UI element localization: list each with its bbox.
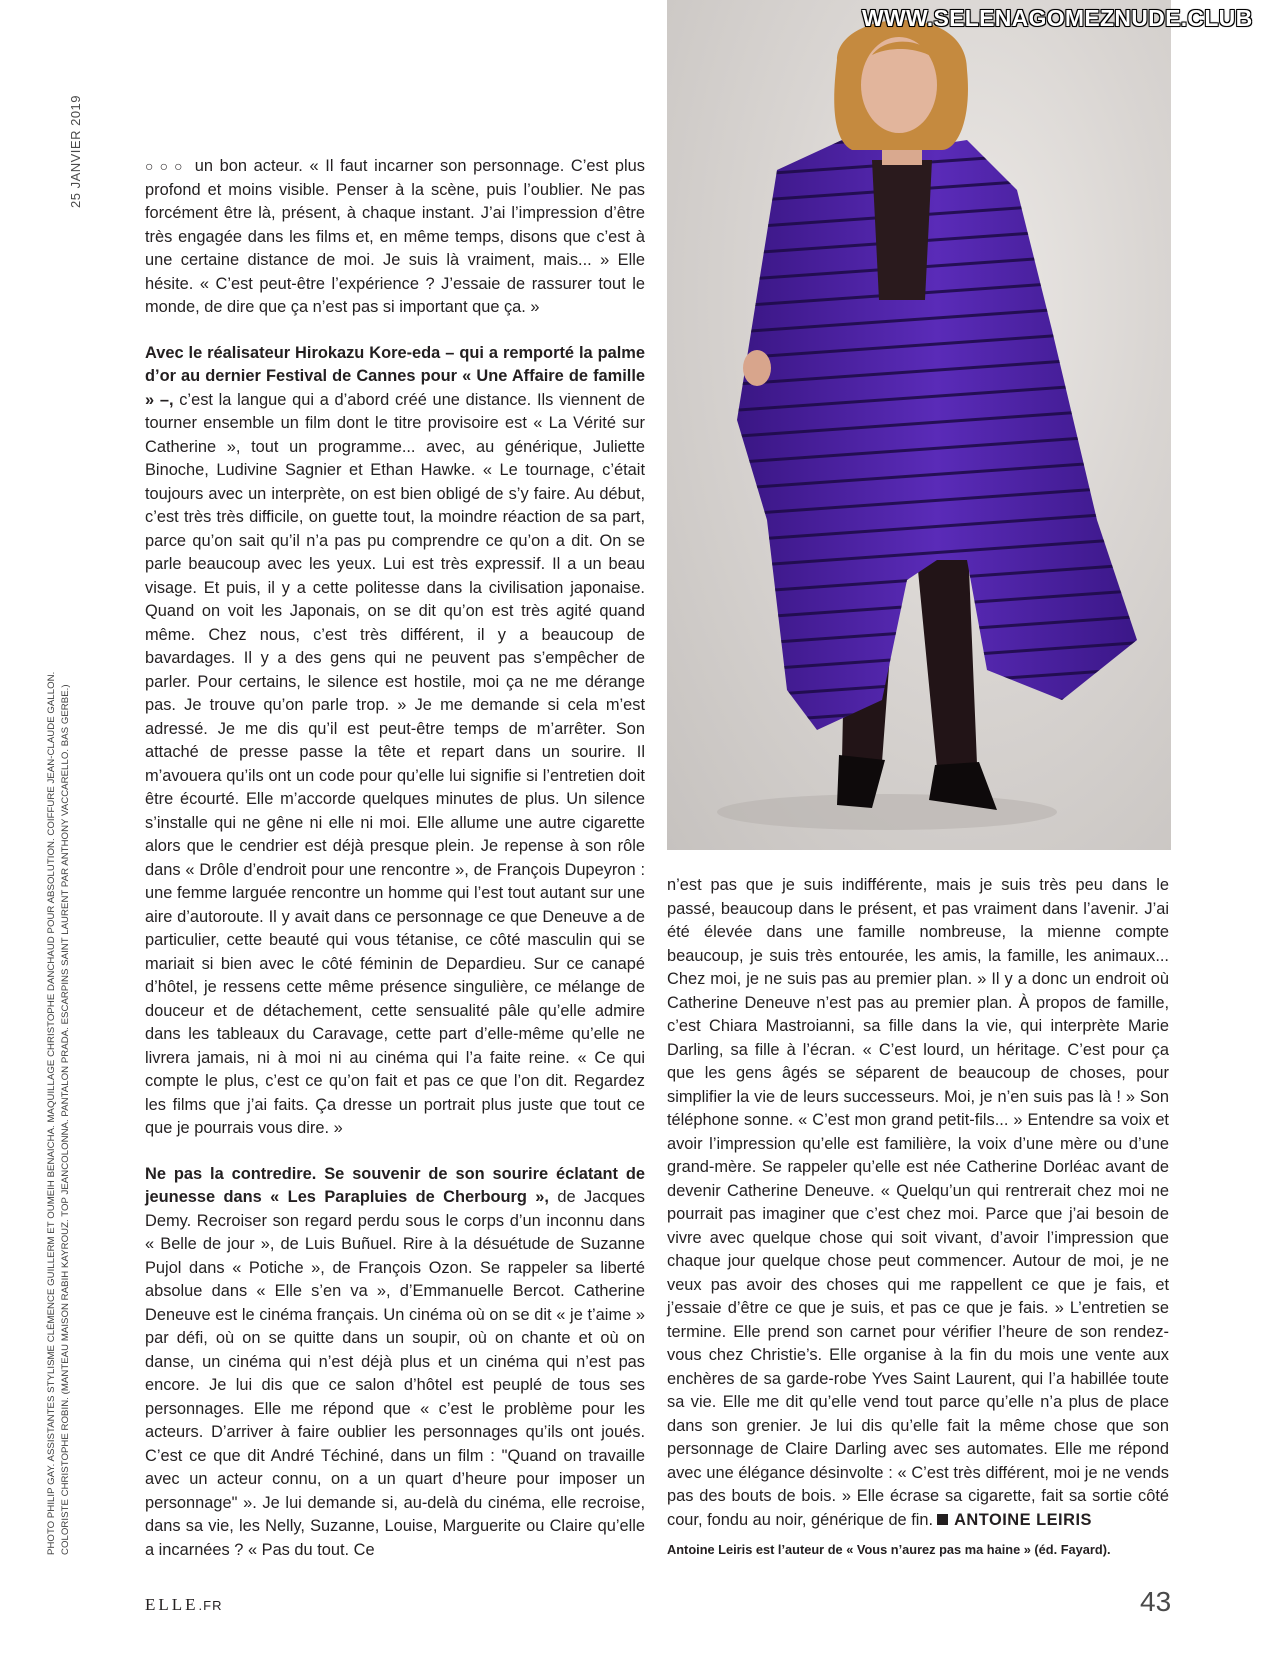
article-right-column xyxy=(667,874,1169,1562)
photo-credits xyxy=(46,665,86,1555)
issue-date-text: 25 JANVIER 2019 xyxy=(68,94,83,208)
page-number: 43 xyxy=(1140,1586,1172,1617)
bullets-icon: ○○○ xyxy=(145,158,189,174)
credits-line-2: COLORISTE CHRISTOPHE ROBIN. (MANTEAU MAISON RABIH KAYROUZ. TOP JEANCOLONNA. PANTALON PRADA. ESCARPINS SAINT LAURENT PAR ANTHONY VACCARELLO. BAS GERBE.) xyxy=(60,684,71,1555)
footer-logo xyxy=(145,1595,223,1615)
paragraph-lead: Avec le réalisateur Hirokazu Kore-eda – qui a remporté la palme d’or au dernier Festival de Cannes pour « Une Affaire de famille » –, xyxy=(145,343,645,409)
author-name: ANTOINE LEIRIS xyxy=(954,1510,1092,1529)
issue-date xyxy=(68,94,90,208)
credits-line-1: PHOTO PHILIP GAY. ASSISTANTES STYLISME CLÉMENCE GUILLERM ET OUMEIH BENAICHA. MAQUILLAGE CHRISTOPHE DANCHAUD POUR ABSOLUTION. COIFFURE JEAN-CLAUDE GALLON. xyxy=(46,671,57,1555)
article-paragraph xyxy=(145,155,645,320)
article-paragraph xyxy=(667,874,1169,1532)
end-square-icon xyxy=(937,1514,948,1525)
logo-suffix: .FR xyxy=(198,1598,223,1613)
article-left-column xyxy=(145,155,645,1562)
portrait-illustration xyxy=(667,0,1171,850)
article-paragraph xyxy=(145,342,645,1141)
paragraph-text: un bon acteur. « Il faut incarner son personnage. C’est plus profond et moins visible. Penser à la scène, puis l’oublier. Ne pas forcément être là, présent, à chaque instant. J’ai l’impression d’être très engagée dans les films et, en même temps, disons que c’est à une certaine distance de moi. Je suis là vraiment, mais... » Elle hésite. « C’est peut-être l’expérience ? J’essaie de rassurer tout le monde, de dire que ça n’est pas si important que ça. » xyxy=(145,157,645,316)
paragraph-text: c’est la langue qui a d’abord créé une distance. Ils viennent de tourner ensemble un film dont le titre provisoire est « La Vérité sur Catherine », tout un programme... avec, au générique, Juliette Binoche, Ludivine Sagnier et Ethan Hawke. « Le tournage, c’était toujours avec un interprète, on est bien obligé de s’y faire. Au début, c’est très très difficile, on guette tout, la moindre réaction de sa part, parce qu’on sait qu’il n’a pas pu comprendre ce qu’on a dit. On se parle beaucoup avec les yeux. Lui est très expressif. Il a un beau visage. Et puis, il y a cette politesse dans la civilisation japonaise. Quand on voit les Japonais, on se dit qu’on est très agité quand même. Chez nous, c’est très différent, il y a beaucoup de bavardages. Il y a des gens qui ne peuvent pas s’empêcher de parler. Pour certains, le silence est hostile, moi ça ne me dérange pas. Je trouve qu’on parle trop. » Je me demande si cela m’est adressé. Je me dis qu’il est peut-être temps de m’arrêter. Son attaché de presse passe la tête et repart dans un sourire. Il m’avouera qu’ils ont un code pour qu’elle lui signifie si l’entretien doit être écourté. Elle m’accorde quelques minutes de plus. Un silence s’installe qui ne gêne ni elle ni moi. Elle allume une autre cigarette alors que le cendrier est déjà presque plein. Je repense à son rôle dans « Drôle d’endroit pour une rencontre », de François Dupeyron : une femme larguée rencontre un homme qui l’est tout autant sur une aire d’autoroute. Il y avait dans ce personnage ce que Deneuve a de particulier, cette beauté qui vous tétanise, ce côté masculin qui se mariait si bien avec le côté féminin de Depardieu. Sur ce canapé d’hôtel, je ressens cette même présence singulière, ce mélange de douceur et de détachement, cette sensualité pâle qu’elle admire dans les tableaux du Caravage, cette part d’elle-même qu’elle ne livrera jamais, ni à moi ni au cinéma qui l’a faite reine. « Ce qui compte le plus, c’est ce qu’on fait et pas ce que l’on dit. Regardez les films que j’ai faits. Ça dresse un portrait plus juste que tout ce que je pourrais vous dire. » xyxy=(145,390,645,1137)
logo-text: ELLE xyxy=(145,1595,199,1614)
paragraph-text: de Jacques Demy. Recroiser son regard perdu sous le corps d’un inconnu dans « Belle de jour », de Luis Buñuel. Rire à la désuétude de Suzanne Pujol dans « Potiche », de François Ozon. Se rappeler sa liberté absolue dans « Elle s’en va », d’Emmanuelle Bercot. Catherine Deneuve est le cinéma français. Un cinéma où on se dit « je t’aime » par défi, où on se quitte dans un soupir, où on chante et où on danse, un cinéma qui n’est déjà plus et un cinéma qui n’est pas encore. Je lui dis que ce salon d’hôtel est peuplé de tous ses personnages. Elle me répond que « c’est le problème pour les acteurs. D’arriver à faire oublier les personnages qu’ils ont joués. C’est ce que dit André Téchiné, dans un film : "Quand on travaille avec un acteur connu, on a un quart d’heure pour imposer un personnage" ». Je lui demande si, au-delà du cinéma, elle recroise, dans sa vie, les Nelly, Suzanne, Louise, Marguerite ou Claire qu’elle a incarnées ? « Pas du tout. Ce xyxy=(145,1188,646,1559)
watermark: WWW.SELENAGOMEZNUDE.CLUB xyxy=(862,5,1253,31)
author-bio: Antoine Leiris est l’auteur de « Vous n’aurez pas ma haine » (éd. Fayard). xyxy=(667,1542,1111,1557)
paragraph-text: n’est pas que je suis indifférente, mais je suis très peu dans le passé, beaucoup dans le présent, et pas vraiment dans l’avenir. J’ai été élevée dans une famille nombreuse, la mienne compte beaucoup, je suis très entourée, les amis, la famille, les animaux... Chez moi, je ne suis pas au premier plan. » Il y a donc un endroit où Catherine Deneuve n’est pas au premier plan. À propos de famille, c’est Chiara Mastroianni, sa fille dans la vie, qui interprète Marie Darling, sa fille à l’écran. « C’est lourd, un héritage. C’est pour ça que les gens âgés se séparent de beaucoup de choses, pour simplifier la vie de leurs successeurs. Moi, je n’en suis pas là ! » Son téléphone sonne. « C’est mon grand petit-fils... » Entendre sa voix et avoir l’impression qu’elle est familière, la voix d’une mère ou d’une grand-mère. Se rappeler qu’elle est née Catherine Dorléac avant de devenir Catherine Deneuve. « Quelqu’un qui rentrerait chez moi ne pourrait pas imaginer que c’est chez moi. Parce que j’ai besoin de vivre avec quelque chose qui soit vivant, d’avoir l’impression que chaque jour quelque chose peut commencer. Autour de moi, je ne veux pas avoir des choses qui me rappellent ce que je fais, et j’essaie d’être ce que je suis, et pas ce que je fais. » L’entretien se termine. Elle prend son carnet pour vérifier l’heure de son rendez-vous chez Christie’s. Elle organise à la fin du mois une vente aux enchères de sa garde-robe Yves Saint Laurent, qui l’a habillée toute sa vie. Elle me dit qu’elle vend tout parce qu’elle n’a plus de place dans son grenier. Je lui dis qu’elle fait la même chose que son personnage de Claire Darling avec ses automates. Elle me répond avec une élégance désinvolte : « C’est très différent, moi je ne vends pas des bouts de bois. » Elle écrase sa cigarette, fait sa sortie côté cour, fondu au noir, générique de fin. xyxy=(667,876,1169,1529)
paragraph-lead: Ne pas la contredire. Se souvenir de son sourire éclatant de jeunesse dans « Les Parapluies de Cherbourg », xyxy=(145,1164,645,1206)
article-paragraph xyxy=(145,1163,645,1563)
portrait-photo xyxy=(667,0,1171,850)
